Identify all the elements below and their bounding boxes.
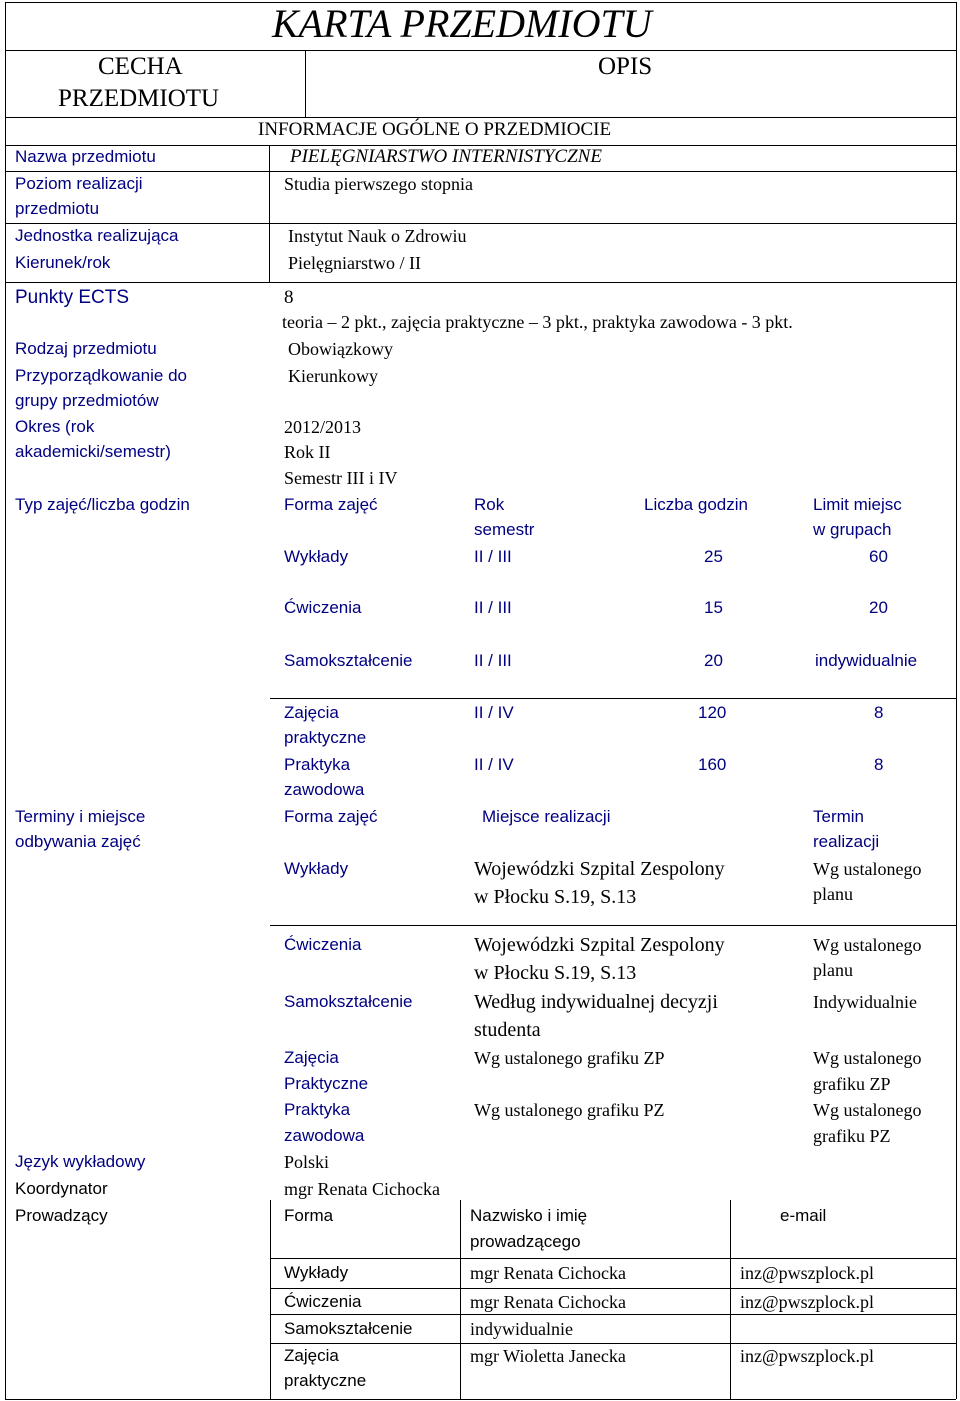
classes-header-form: Forma zajęć <box>284 495 378 514</box>
schedule-row-2-place-2: w Płocku S.19, S.13 <box>474 962 637 984</box>
classes-header-limit-1: Limit miejsc <box>813 495 902 514</box>
teachers-row-4-email: inz@pwszplock.pl <box>740 1346 875 1366</box>
teachers-row-1-form: Wykłady <box>284 1263 349 1282</box>
header-left-line2: PRZEDMIOTU <box>58 85 220 112</box>
value-course-name: PIELĘGNIARSTWO INTERNISTYCZNE <box>290 146 602 167</box>
divider-teachers-2 <box>460 1200 461 1399</box>
rule-teachers-3 <box>270 1343 956 1344</box>
value-course-type: Obowiązkowy <box>288 339 393 359</box>
rule-kierunek <box>5 282 956 283</box>
value-period-2: Rok II <box>284 442 331 462</box>
teachers-header-email: e-mail <box>780 1206 827 1225</box>
classes-header-hours: Liczba godzin <box>644 495 748 514</box>
classes-row-1-hours: 25 <box>704 547 723 566</box>
classes-row-1-form: Wykłady <box>284 547 349 566</box>
classes-row-2-form: Ćwiczenia <box>284 598 362 617</box>
schedule-row-2-term-1: Wg ustalonego <box>813 935 922 955</box>
teachers-row-3-form: Samokształcenie <box>284 1319 413 1338</box>
teachers-row-2-email: inz@pwszplock.pl <box>740 1292 875 1312</box>
label-period-2: akademicki/semestr) <box>15 442 171 461</box>
value-coordinator: mgr Renata Cichocka <box>284 1179 440 1199</box>
label-unit: Jednostka realizująca <box>15 226 179 245</box>
schedule-header-form: Forma zajęć <box>284 807 378 826</box>
teachers-row-4-form-1: Zajęcia <box>284 1346 339 1365</box>
page-title: KARTA PRZEDMIOTU <box>272 1 652 46</box>
rule-title <box>5 50 956 51</box>
header-right: OPIS <box>598 53 653 80</box>
schedule-row-5-form-2: zawodowa <box>284 1126 365 1145</box>
rule-schedule <box>270 925 956 926</box>
schedule-row-1-place-2: w Płocku S.19, S.13 <box>474 886 637 908</box>
value-field-year: Pielęgniarstwo / II <box>288 253 421 273</box>
teachers-row-1-name: mgr Renata Cichocka <box>470 1263 626 1283</box>
classes-row-1-year: II / III <box>474 547 512 566</box>
classes-row-4-hours: 120 <box>698 703 727 722</box>
schedule-row-1-term-1: Wg ustalonego <box>813 859 922 879</box>
classes-row-3-form: Samokształcenie <box>284 651 413 670</box>
classes-row-5-limit: 8 <box>874 755 884 774</box>
schedule-header-place: Miejsce realizacji <box>482 807 611 826</box>
schedule-row-3-place-2: studenta <box>474 1019 541 1041</box>
classes-row-2-year: II / III <box>474 598 512 617</box>
border-bottom <box>5 1399 956 1400</box>
schedule-header-term-2: realizacji <box>813 832 880 851</box>
border-right <box>956 2 957 1399</box>
classes-row-5-form-2: zawodowa <box>284 780 365 799</box>
classes-row-3-limit: indywidualnie <box>815 651 918 670</box>
teachers-row-3-name: indywidualnie <box>470 1319 573 1339</box>
schedule-header-term-1: Termin <box>813 807 865 826</box>
value-period-3: Semestr III i IV <box>284 468 398 488</box>
rule-teachers-head <box>270 1258 956 1259</box>
schedule-row-3-term-1: Indywidualnie <box>813 992 917 1012</box>
classes-row-3-year: II / III <box>474 651 512 670</box>
schedule-row-5-term-1: Wg ustalonego <box>813 1100 922 1120</box>
schedule-row-2-place-1: Wojewódzki Szpital Zespolony <box>474 934 725 956</box>
teachers-row-2-name: mgr Renata Cichocka <box>470 1292 626 1312</box>
label-classes: Typ zajęć/liczba godzin <box>15 495 190 514</box>
teachers-header-name-2: prowadzącego <box>470 1232 581 1251</box>
label-course-type: Rodzaj przedmiotu <box>15 339 157 358</box>
schedule-row-1-form: Wykłady <box>284 859 349 878</box>
teachers-row-1-email: inz@pwszplock.pl <box>740 1263 875 1283</box>
border-left <box>5 2 6 1399</box>
classes-row-4-form-1: Zajęcia <box>284 703 339 722</box>
schedule-row-2-form: Ćwiczenia <box>284 935 362 954</box>
value-level: Studia pierwszego stopnia <box>284 174 473 194</box>
divider-general <box>269 145 270 282</box>
classes-header-year-2: semestr <box>474 520 535 539</box>
label-schedule-2: odbywania zajęć <box>15 832 141 851</box>
label-language: Język wykładowy <box>15 1152 146 1171</box>
value-ects-breakdown: teoria – 2 pkt., zajęcia praktyczne – 3 pkt., praktyka zawodowa - 3 pkt. <box>282 312 793 332</box>
divider-teachers-3 <box>730 1200 731 1399</box>
classes-row-5-hours: 160 <box>698 755 727 774</box>
label-teachers: Prowadzący <box>15 1206 108 1225</box>
teachers-header-form: Forma <box>284 1206 334 1225</box>
teachers-header-name-1: Nazwisko i imię <box>470 1206 588 1225</box>
divider-teachers-1 <box>270 1200 271 1399</box>
rule-teachers-1 <box>270 1288 956 1289</box>
teachers-row-4-name: mgr Wioletta Janecka <box>470 1346 626 1366</box>
label-schedule-1: Terminy i miejsce <box>15 807 146 826</box>
teachers-row-4-form-2: praktyczne <box>284 1371 367 1390</box>
classes-row-1-limit: 60 <box>869 547 888 566</box>
rule-classes <box>270 698 956 699</box>
schedule-row-3-place-1: Według indywidualnej decyzji <box>474 991 718 1013</box>
schedule-row-3-form: Samokształcenie <box>284 992 413 1011</box>
label-coordinator: Koordynator <box>15 1179 108 1198</box>
label-course-name: Nazwa przedmiotu <box>15 147 156 166</box>
schedule-row-4-form-1: Zajęcia <box>284 1048 339 1067</box>
schedule-row-5-form-1: Praktyka <box>284 1100 351 1119</box>
schedule-row-1-place-1: Wojewódzki Szpital Zespolony <box>474 858 725 880</box>
rule-name <box>5 171 956 172</box>
label-ects: Punkty ECTS <box>15 287 130 308</box>
classes-row-3-hours: 20 <box>704 651 723 670</box>
classes-row-4-form-2: praktyczne <box>284 728 367 747</box>
value-ects: 8 <box>284 287 294 308</box>
general-heading: INFORMACJE OGÓLNE O PRZEDMIOCIE <box>258 119 612 140</box>
label-field-year: Kierunek/rok <box>15 253 111 272</box>
label-period-1: Okres (rok <box>15 417 95 436</box>
header-left-line1: CECHA <box>98 53 183 80</box>
classes-row-5-year: II / IV <box>474 755 514 774</box>
divider-header <box>305 50 306 117</box>
schedule-row-4-term-2: grafiku ZP <box>813 1074 891 1094</box>
schedule-row-2-term-2: planu <box>813 960 853 980</box>
label-group-2: grupy przedmiotów <box>15 391 159 410</box>
classes-row-4-year: II / IV <box>474 703 514 722</box>
schedule-row-1-term-2: planu <box>813 884 853 904</box>
value-group: Kierunkowy <box>288 366 378 386</box>
schedule-row-5-term-2: grafiku PZ <box>813 1126 891 1146</box>
rule-teachers-2 <box>270 1314 956 1315</box>
rule-level <box>5 223 956 224</box>
classes-header-limit-2: w grupach <box>813 520 892 539</box>
value-unit: Instytut Nauk o Zdrowiu <box>288 226 467 246</box>
classes-row-4-limit: 8 <box>874 703 884 722</box>
label-group-1: Przyporządkowanie do <box>15 366 187 385</box>
schedule-row-4-place-1: Wg ustalonego grafiku ZP <box>474 1048 665 1068</box>
schedule-row-5-place-1: Wg ustalonego grafiku PZ <box>474 1100 665 1120</box>
schedule-row-4-term-1: Wg ustalonego <box>813 1048 922 1068</box>
value-period-1: 2012/2013 <box>284 417 362 437</box>
label-level-1: Poziom realizacji <box>15 174 143 193</box>
rule-header <box>5 117 956 118</box>
classes-row-2-limit: 20 <box>869 598 888 617</box>
teachers-row-2-form: Ćwiczenia <box>284 1292 362 1311</box>
value-language: Polski <box>284 1152 330 1172</box>
label-level-2: przedmiotu <box>15 199 100 218</box>
classes-row-2-hours: 15 <box>704 598 723 617</box>
classes-row-5-form-1: Praktyka <box>284 755 351 774</box>
schedule-row-4-form-2: Praktyczne <box>284 1074 369 1093</box>
classes-header-year-1: Rok <box>474 495 505 514</box>
